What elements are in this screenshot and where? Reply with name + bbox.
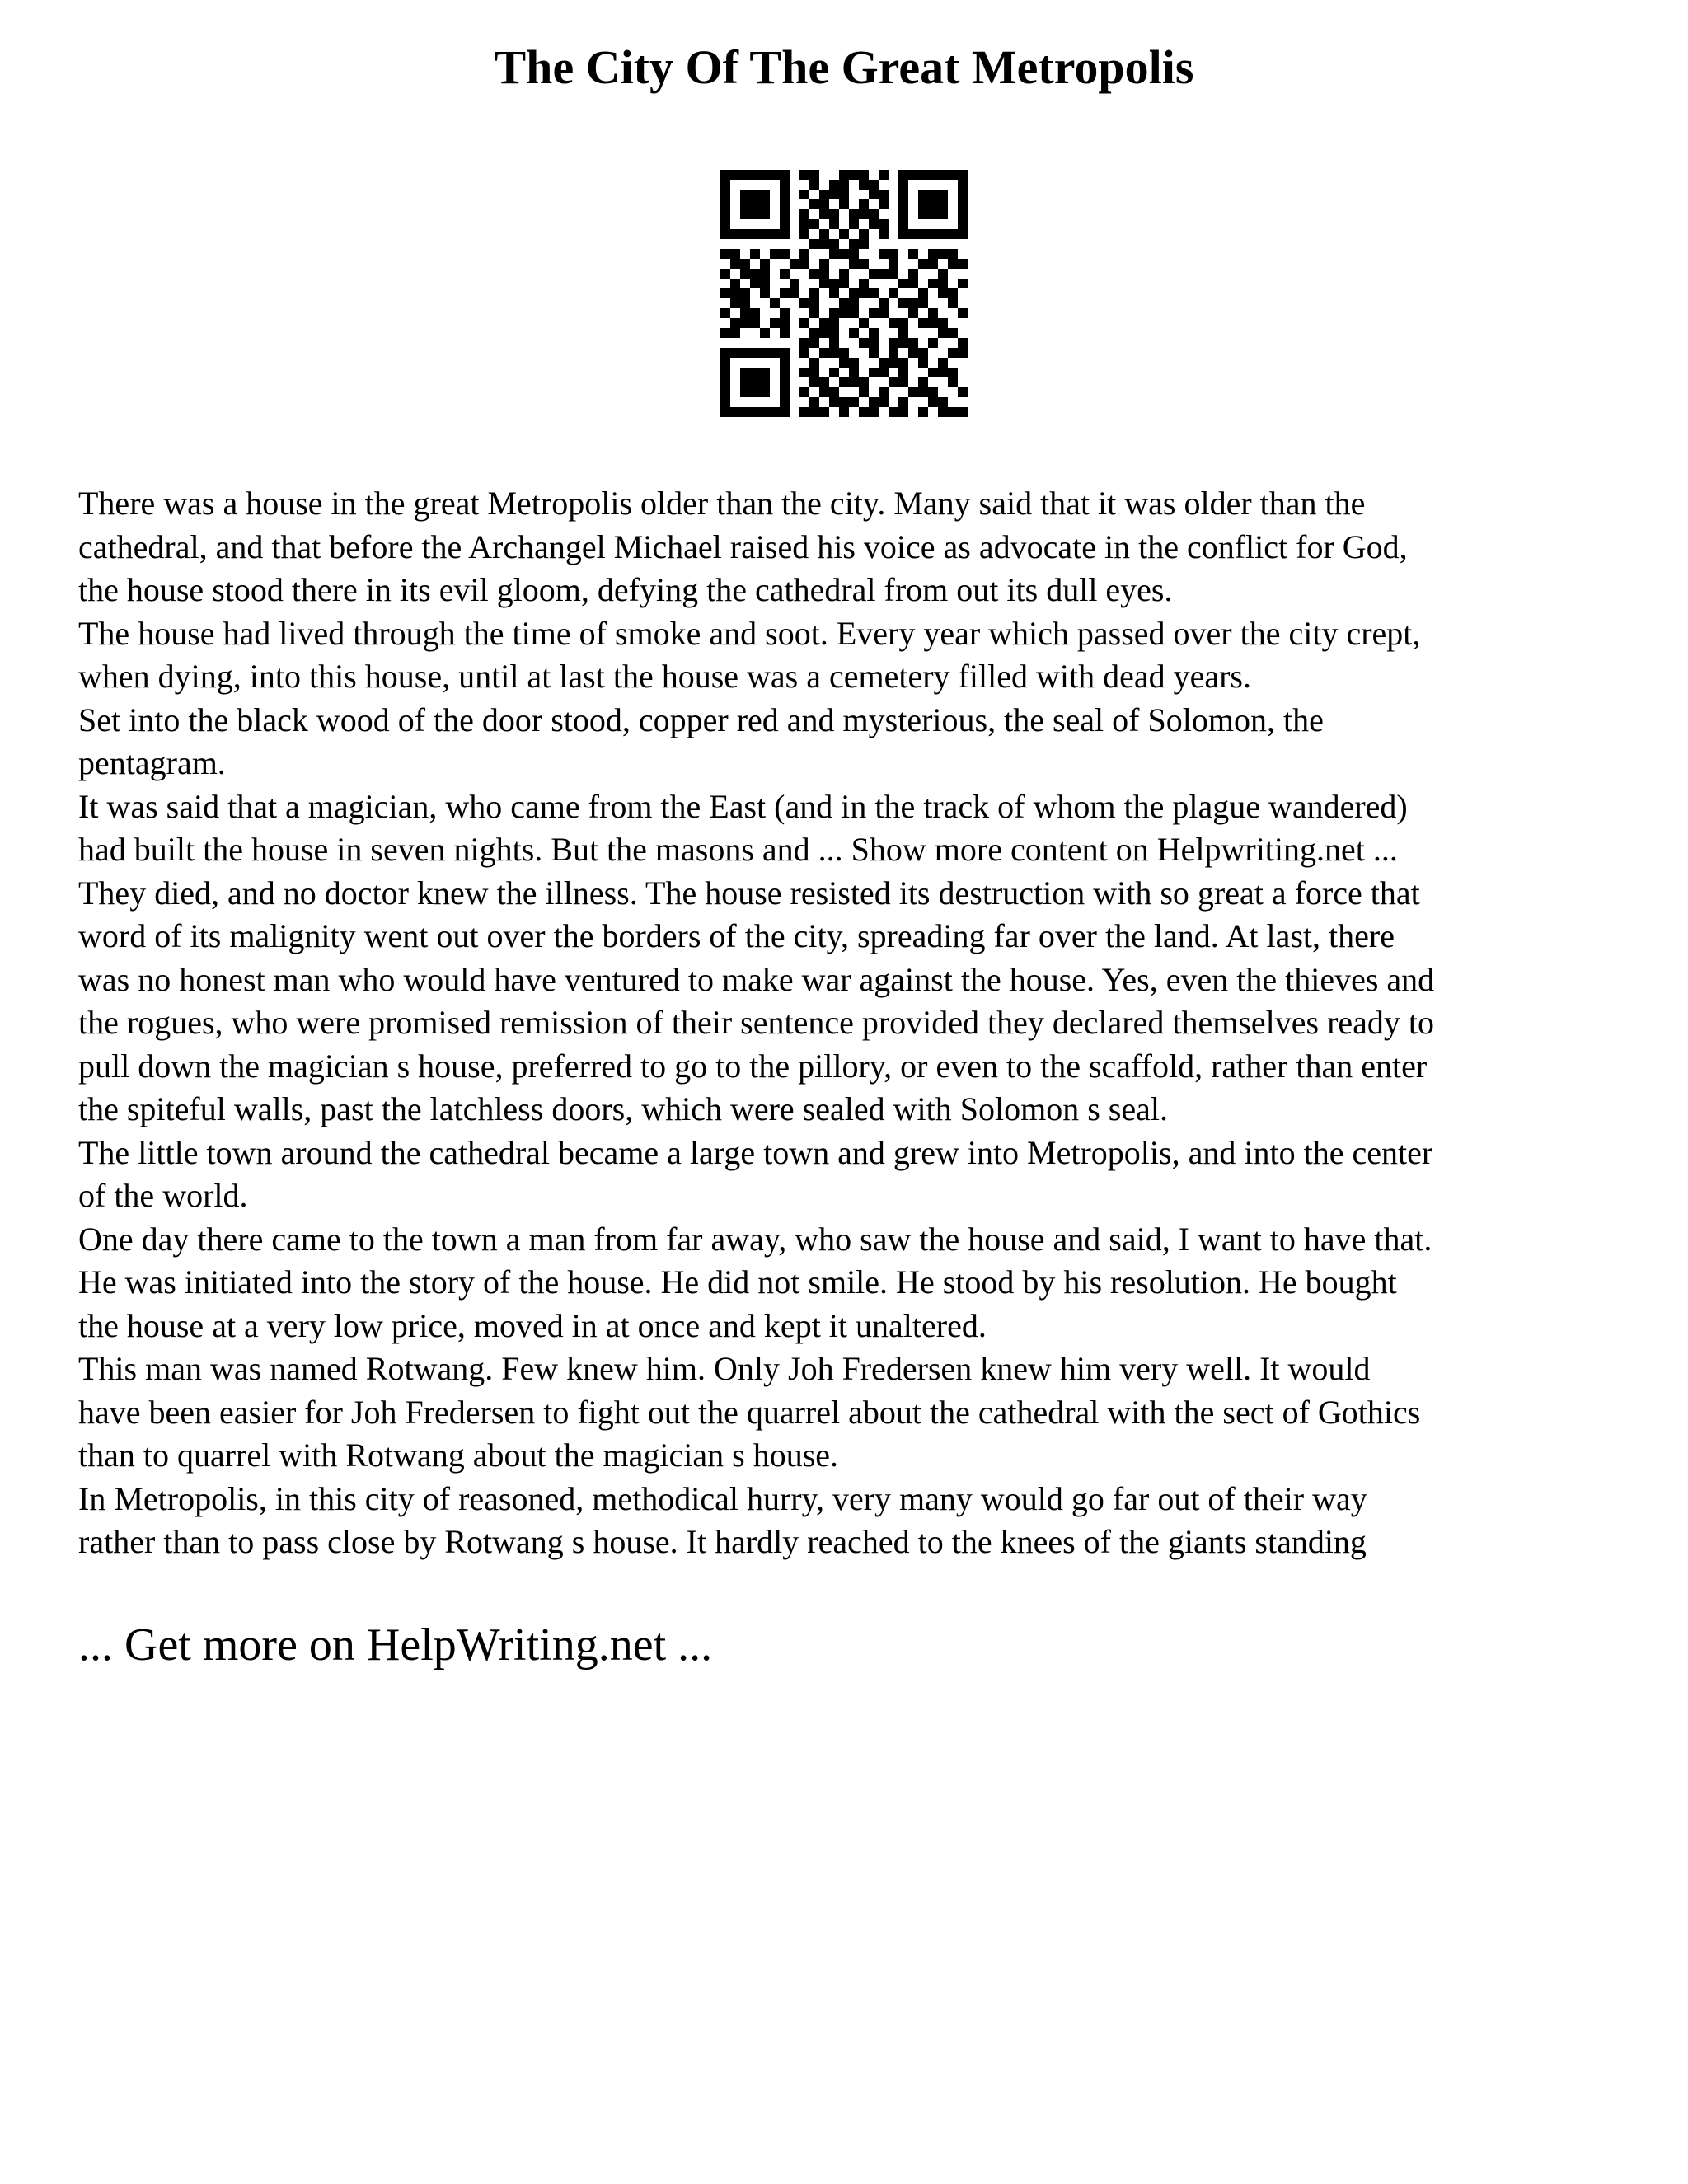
paragraph: The little town around the cathedral became a large town and grew into Metropolis, and into the center of the world. xyxy=(78,1133,1433,1214)
paragraph: This man was named Rotwang. Few knew him. Only Joh Fredersen knew him very well. It would have been easier for Joh Fredersen to fight out the quarrel about the cathedral with the sect of Gothics than to quarrel with Rotwang about the magician s house. xyxy=(78,1350,1421,1474)
paragraph: There was a house in the great Metropolis older than the city. Many said that it was older than the cathedral, and that before the Archangel Michael raised his voice as advocate in the conflict for God, the house stood there in its evil gloom, defying the cathedral from out its dull eyes. xyxy=(78,485,1408,608)
page-title: The City Of The Great Metropolis xyxy=(494,40,1194,94)
paragraph: In Metropolis, in this city of reasoned, methodical hurry, very many would go far out of their way rather than to pass close by Rotwang s house. It hardly reached to the knees of the giants standing xyxy=(78,1479,1367,1560)
paragraph: The house had lived through the time of smoke and soot. Every year which passed over the city crept, when dying, into this house, until at last the house was a cemetery filled with dead years. xyxy=(78,614,1421,695)
paragraph: It was said that a magician, who came from the East (and in the track of whom the plague wandered) had built the house in seven nights. But the masons and ... Show more content on Helpwriting.net ... They died, and no doctor knew the illness. The house resisted its destruction with so great a force that word of its malignity went out over the borders of the city, spreading far over the land. At last, there was no honest man who would have ventured to make war against the house. Yes, even the thieves and the rogues, who were promised remission of their sentence provided they declared themselves ready to pull down the magician s house, preferred to go to the pillory, or even to the scaffold, rather than enter the spiteful walls, past the latchless doors, which were sealed with Solomon s seal. xyxy=(78,787,1435,1127)
article-body xyxy=(78,482,1628,1564)
qr-code-icon xyxy=(720,170,968,417)
get-more-link[interactable]: ... Get more on HelpWriting.net ... xyxy=(78,1619,713,1671)
paragraph: One day there came to the town a man from far away, who saw the house and said, I want to have that. He was initiated into the story of the house. He did not smile. He stood by his resolution. He bought the house at a very low price, moved in at once and kept it unaltered. xyxy=(78,1220,1432,1344)
paragraph: Set into the black wood of the door stood, copper red and mysterious, the seal of Solomon, the pentagram. xyxy=(78,701,1324,781)
